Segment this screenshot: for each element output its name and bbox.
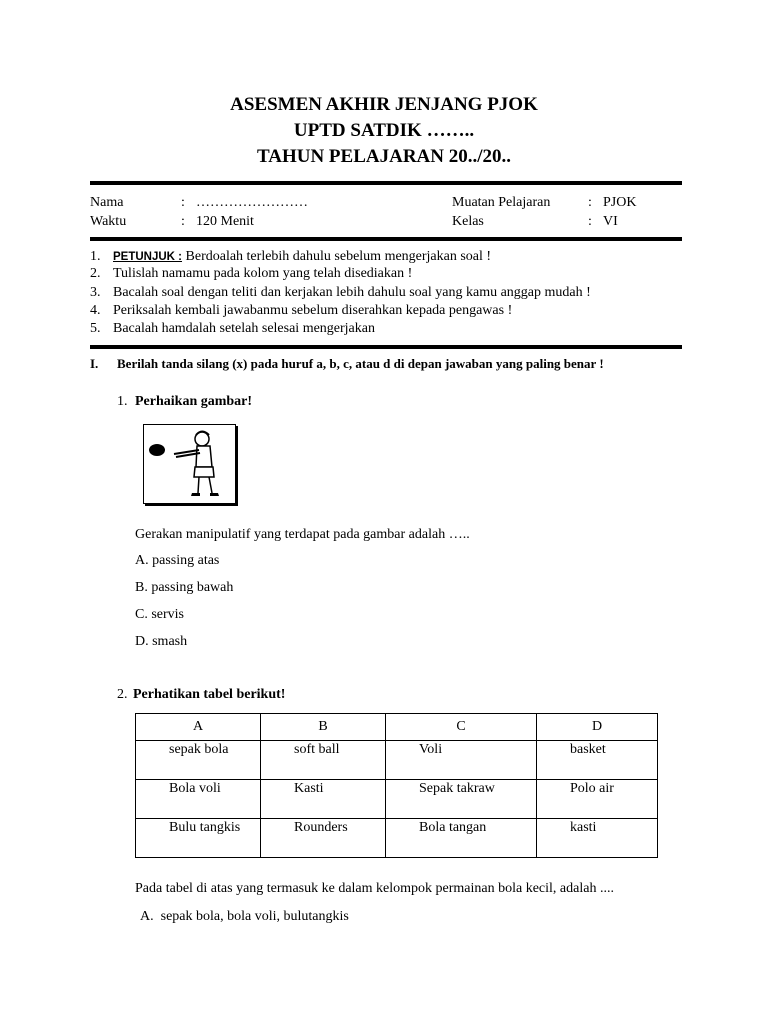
table-cell: basket — [537, 741, 658, 780]
instruction-item — [90, 285, 591, 301]
question-text: Pada tabel di atas yang termasuk ke dalam kelompok permainan bola kecil, adalah .... — [135, 881, 614, 896]
question-number: 2. — [117, 687, 128, 702]
player-illustration — [144, 425, 235, 503]
waktu-label: Waktu — [90, 214, 127, 229]
table-header-cell: D — [537, 714, 658, 741]
option-c[interactable]: C. servis — [135, 607, 184, 622]
nama-label: Nama — [90, 195, 124, 210]
table-cell: Bulu tangkis — [136, 819, 261, 858]
kelas-label: Kelas — [452, 214, 484, 229]
table-row — [136, 741, 658, 780]
table-cell: Polo air — [537, 780, 658, 819]
table-cell: Bola voli — [136, 780, 261, 819]
instruction-item — [90, 303, 512, 319]
question-number: 1. — [117, 394, 128, 409]
bottom-rule — [90, 345, 682, 349]
instruction-item — [90, 266, 412, 282]
table-cell: Bola tangan — [386, 819, 537, 858]
kelas-value: VI — [603, 214, 618, 229]
table-row — [136, 819, 658, 858]
nama-value: …………………… — [196, 195, 308, 210]
instruction-text: Bacalah soal dengan teliti dan kerjakan lebih dahulu soal yang kamu anggap mudah ! — [113, 285, 591, 300]
mapel-colon: : — [588, 195, 592, 210]
table-cell: Kasti — [261, 780, 386, 819]
question-text: Gerakan manipulatif yang terdapat pada gambar adalah ….. — [135, 527, 470, 542]
instruction-number: 3. — [90, 285, 101, 300]
option-a[interactable] — [140, 909, 349, 925]
table-cell: soft ball — [261, 741, 386, 780]
nama-colon: : — [181, 195, 185, 210]
table-header-cell: B — [261, 714, 386, 741]
section-instruction: Berilah tanda silang (x) pada huruf a, b, c, atau d di depan jawaban yang paling benar ! — [117, 356, 604, 371]
petunjuk-label: PETUNJUK : — [113, 251, 183, 263]
option-a[interactable]: A. passing atas — [135, 553, 220, 568]
instruction-number: 4. — [90, 303, 101, 318]
school-name: UPTD SATDIK …….. — [293, 120, 475, 141]
question-title: Perhatikan tabel berikut! — [133, 687, 286, 702]
instruction-text: Bacalah hamdalah setelah selesai mengerjakan — [113, 321, 375, 336]
section-number: I. — [90, 356, 99, 371]
option-letter: A. — [140, 909, 154, 924]
instruction-text: Tulislah namamu pada kolom yang telah disediakan ! — [113, 266, 413, 281]
mapel-value: PJOK — [603, 195, 637, 210]
table-cell: Rounders — [261, 819, 386, 858]
option-b[interactable]: B. passing bawah — [135, 580, 234, 595]
exam-title: ASESMEN AKHIR JENJANG PJOK — [230, 94, 538, 115]
option-text: sepak bola, bola voli, bulutangkis — [160, 909, 349, 924]
instruction-item — [90, 249, 491, 265]
instruction-number: 2. — [90, 266, 101, 281]
table-header-cell: C — [386, 714, 537, 741]
table-cell: Voli — [386, 741, 537, 780]
instruction-text: Periksalah kembali jawabanmu sebelum diserahkan kepada pengawas ! — [113, 303, 513, 318]
instruction-item — [90, 321, 375, 337]
mapel-label: Muatan Pelajaran — [452, 195, 551, 210]
kelas-colon: : — [588, 214, 592, 229]
instruction-number: 1. — [90, 249, 101, 264]
table-cell: kasti — [537, 819, 658, 858]
top-rule — [90, 181, 682, 185]
middle-rule — [90, 237, 682, 241]
sports-table — [135, 713, 658, 858]
table-row — [136, 780, 658, 819]
table-header-cell: A — [136, 714, 261, 741]
waktu-colon: : — [181, 214, 185, 229]
table-cell: sepak bola — [136, 741, 261, 780]
instruction-text: Berdoalah terlebih dahulu sebelum mengerjakan soal ! — [185, 249, 492, 264]
option-d[interactable]: D. smash — [135, 634, 188, 649]
waktu-value: 120 Menit — [196, 214, 254, 229]
table-cell: Sepak takraw — [386, 780, 537, 819]
question-title: Perhaikan gambar! — [135, 394, 253, 409]
passing-figure-image — [143, 424, 236, 504]
instruction-number: 5. — [90, 321, 101, 336]
table-header-row — [136, 714, 658, 741]
school-year: TAHUN PELAJARAN 20../20.. — [256, 146, 512, 167]
